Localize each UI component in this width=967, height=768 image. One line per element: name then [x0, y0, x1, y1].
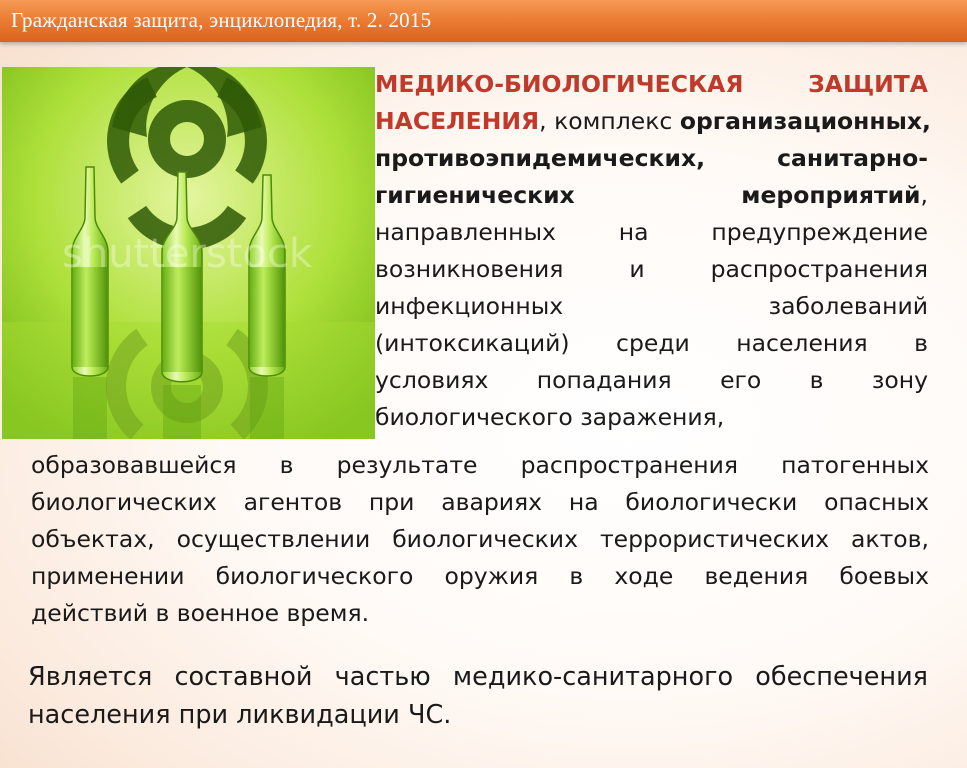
definition-bold: гигиенических мероприятий: [375, 181, 921, 209]
biohazard-photo-icon: [2, 67, 375, 439]
definition-line: направленных на предупреждение: [375, 218, 928, 246]
definition-line: условиях попадания его в зону: [375, 366, 928, 394]
definition-bold: противоэпидемических, санитарно-: [375, 144, 928, 172]
continuation-line: действий в военное время.: [31, 599, 370, 627]
definition-line: (интоксикаций) среди населения в: [375, 329, 928, 357]
biohazard-ampoules-image: [2, 67, 375, 439]
term-line-2: НАСЕЛЕНИЯ: [375, 107, 540, 135]
slide-title: Гражданская защита, энциклопедия, т. 2. 2015: [11, 8, 432, 32]
definition-line: инфекционных заболеваний: [375, 292, 928, 320]
continuation-paragraph: [31, 447, 929, 632]
term-line-1: МЕДИКО-БИОЛОГИЧЕСКАЯ ЗАЩИТА: [375, 70, 928, 98]
definition-bold: организационных,: [679, 107, 931, 135]
definition-line: возникновения и распространения: [375, 255, 928, 283]
definition-text: ,: [920, 181, 928, 209]
continuation-line: объектах, осуществлении биологических террористических актов,: [31, 525, 929, 553]
continuation-line: образовавшейся в результате распространения патогенных: [31, 451, 929, 479]
definition-text: , комплекс: [539, 107, 680, 135]
title-bar: [0, 0, 967, 42]
definition-line: биологического заражения,: [375, 403, 725, 431]
note-line: населения при ликвидации ЧС.: [28, 700, 452, 730]
note-paragraph: [28, 658, 928, 734]
definition-paragraph: [375, 66, 931, 436]
continuation-line: биологических агентов при авариях на биологически опасных: [31, 488, 929, 516]
watermark-text: shutterstock: [62, 231, 313, 277]
continuation-line: применении биологического оружия в ходе ведения боевых: [31, 562, 929, 590]
note-line: Является составной частью медико-санитарного обеспечения: [28, 662, 928, 692]
